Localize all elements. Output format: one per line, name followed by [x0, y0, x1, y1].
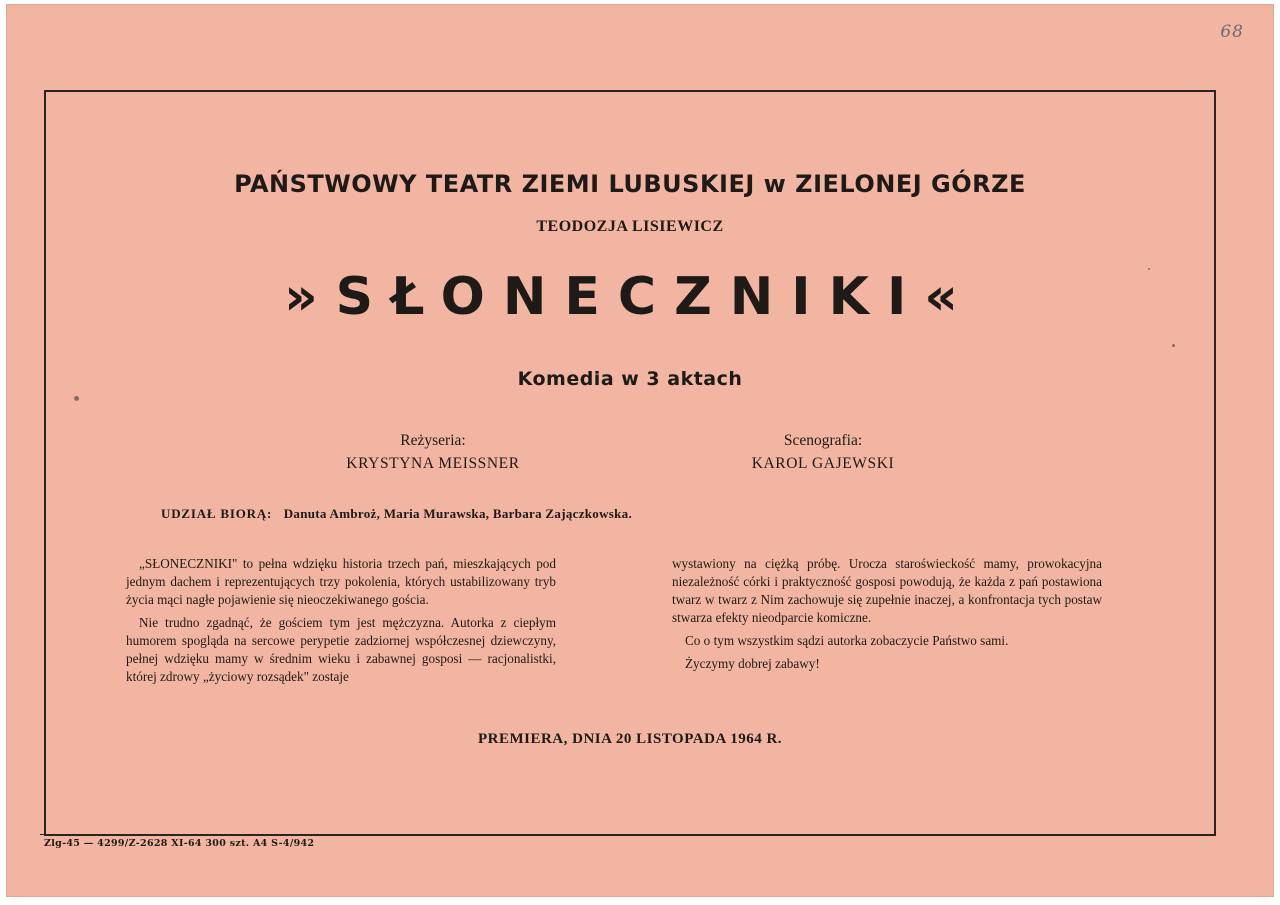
paper-speck — [1172, 344, 1175, 347]
premiere-date: PREMIERA, DNIA 20 LISTOPADA 1964 R. — [477, 731, 783, 747]
cast-line — [161, 506, 632, 522]
author-name: TEODOZJA LISIEWICZ — [536, 218, 724, 235]
direction-label: Reżyseria: — [400, 432, 466, 449]
poster-sheet — [6, 4, 1274, 897]
pencil-page-number: 68 — [1220, 22, 1244, 42]
direction-credit — [283, 429, 583, 475]
description-paragraph: Życzymy dobrej zabawy! — [685, 656, 820, 671]
play-title: »SŁONECZNIKI« — [284, 267, 976, 327]
paper-speck — [74, 396, 79, 401]
theatre-name: PAŃSTWOWY TEATR ZIEMI LUBUSKIEJ w ZIELONEJ GÓRZE — [234, 170, 1026, 198]
description-paragraph: Co o tym wszystkim sądzi autorka zobaczycie Państwo sami. — [685, 633, 1009, 648]
description-paragraph: wystawiony na ciężką próbę. Urocza staroświeckość mamy, prowokacyjna niezależność córki i praktyczność gosposi powodują, że każda z pań postawiona twarz w twarz z Nim zachowuje się zupełnie inaczej, a konfrontacja tych postaw stwarza efekty nieodparcie komiczne. — [672, 556, 1102, 625]
bottom-rule — [40, 834, 1216, 835]
scenographer-name: KAROL GAJEWSKI — [751, 455, 895, 472]
description-left-column — [126, 555, 556, 691]
scenography-label: Scenografia: — [783, 432, 863, 449]
director-name: KRYSTYNA MEISSNER — [346, 455, 520, 472]
border-frame — [44, 90, 1216, 836]
scenography-credit — [673, 429, 973, 475]
description-paragraph: Nie trudno zgadnąć, że gościem tym jest mężczyzna. Autorka z ciepłym humorem spogląda na sercowe perypetie zadziornej współczesnej dziewczyny, pełnej wdzięku mamy w średnim wieku i zabawnej gosposi — racjonalistki, której zdrowy „życiowy rozsądek" zostaje — [126, 615, 556, 684]
play-subtitle: Komedia w 3 aktach — [517, 368, 743, 390]
printer-note: Zlg-45 — 4299/Z-2628 XI-64 300 szt. A4 S-4/942 — [44, 838, 315, 849]
description-right-column — [672, 555, 1102, 678]
cast-label: UDZIAŁ BIORĄ: — [161, 506, 273, 521]
cast-members: Danuta Ambroż, Maria Murawska, Barbara Zajączkowska. — [283, 506, 633, 521]
description-paragraph: „SŁONECZNIKI" to pełna wdzięku historia trzech pań, mieszkających pod jednym dachem i reprezentujących trzy pokolenia, których ustabilizowany tryb życia mąci nagłe pojawienie się nieoczekiwanego gościa. — [126, 556, 556, 607]
paper-speck — [1148, 268, 1150, 270]
